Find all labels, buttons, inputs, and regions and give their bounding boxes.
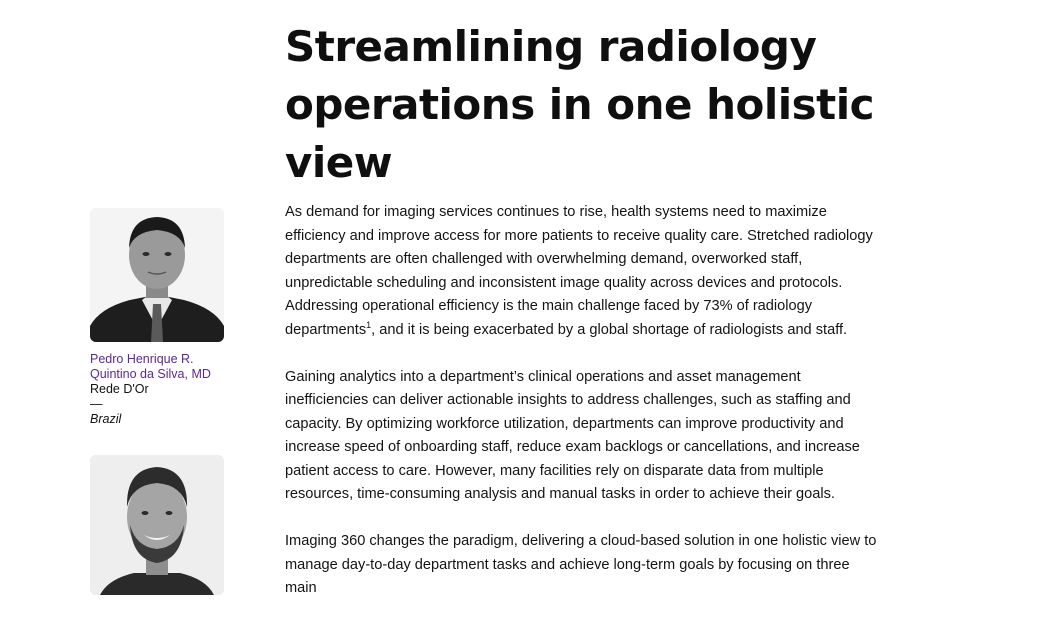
author-card xyxy=(90,208,230,427)
author-country: Brazil xyxy=(90,412,122,426)
paragraph-2: Gaining analytics into a department’s clinical operations and asset management inefficiencies can deliver actionable insights to address challenges, such as staffing and capacity. By optimizing workforce utilization, departments can improve productivity and increase speed of onboarding staff, reduce exam backlogs or cancellations, and increase patient access to care. However, many facilities rely on disparate data from multiple resources, time-consuming analysis and manual tasks in order to achieve their goals. xyxy=(285,368,860,502)
footnote-ref[interactable]: 1 xyxy=(366,319,372,330)
portrait-photo-icon xyxy=(90,455,224,595)
article-title: Streamlining radiology operations in one holistic view xyxy=(285,22,875,187)
second-author-photo xyxy=(90,455,224,595)
author-organization: Rede D'Or xyxy=(90,382,149,396)
paragraph-1 xyxy=(285,201,885,342)
portrait-photo-icon xyxy=(90,208,224,342)
article-body xyxy=(285,201,885,624)
paragraph-3: Imaging 360 changes the paradigm, delivering a cloud-based solution in one holistic view to manage day-to-day department tasks and achieve long-term goals by focusing on three main xyxy=(285,533,877,596)
author-separator: — xyxy=(90,397,103,411)
author-name: Pedro Henrique R. Quintino da Silva, MD xyxy=(90,352,211,381)
paragraph-1-text: As demand for imaging services continues to rise, health systems need to maximize efficiency and improve access for more patients to receive quality care. Stretched radiology departments are often challenged with overwhelming demand, overworked staff, unpredictable scheduling and inconsistent image quality across devices and protocols. Addressing operational efficiency is the main challenge faced by 73% of radiology departments xyxy=(285,204,873,338)
paragraph-1-text-cont: , and it is being exacerbated by a global shortage of radiologists and staff. xyxy=(371,321,848,338)
author-photo xyxy=(90,208,224,342)
